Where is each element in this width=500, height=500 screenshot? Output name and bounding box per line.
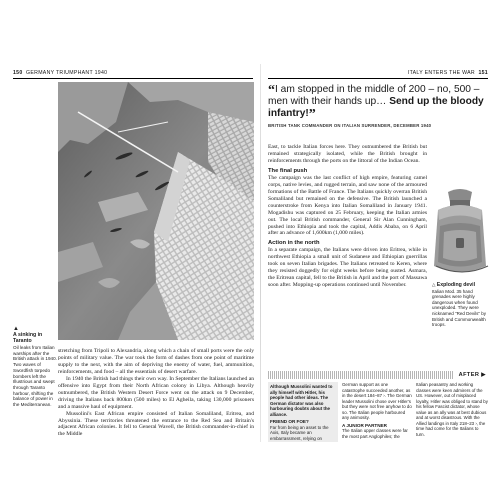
after-label-text: AFTER bbox=[458, 372, 480, 378]
book-spread bbox=[10, 64, 491, 442]
photo-caption-text: Oil leaks from Italian warships after the British attack in 1940. Two waves of Swordfish torpedo bombers left the Illustrious and swept through Taranto harbour, shifting the balance of power in the Mediterranean. bbox=[13, 345, 57, 408]
page-gutter bbox=[260, 64, 261, 442]
after-box-3-text: Italian peasantry and working classes were keen admirers of the US. However, out of misplaced loyalty, Hitler was obliged to stand by his fellow Fascist dictator, whose value as an ally was at best dubious and at worst disastrous. With the Allied landings in Italy 218–23 ›, the time had come for the Italians to turn. bbox=[416, 382, 488, 437]
after-box-2-text-2: The Italian upper classes were far the most part Anglophiles; the bbox=[342, 428, 408, 439]
grenade-caption-text: Italian Mod. 35 hand grenades were highly dangerous when found unexploded. They were nicknamed "Red Devils" by British and Commonwealth troops. bbox=[432, 288, 486, 328]
photo-caption-title: A sinking in Taranto bbox=[13, 332, 43, 344]
right-body-paragraph: In a separate campaign, the Italians were driven into Eritrea, while in northwest Ethiopia a small unit of Sudanese and Ethiopian guerrillas took on seven Italian brigades. The Italians retreated to Keren, where they resisted doggedly for eight weeks before being ousted. Asmara, the Eritrean capital, fell to the British in April and the port of Massawa soon after. Mopping-up operations continued until November. bbox=[268, 247, 427, 289]
grenade-photo bbox=[430, 186, 490, 278]
subheading-action-north: Action in the north bbox=[268, 240, 320, 247]
left-running-header bbox=[13, 68, 107, 78]
aerial-harbour-photo bbox=[58, 82, 254, 340]
after-box-1 bbox=[268, 382, 338, 442]
left-page-body bbox=[58, 348, 254, 438]
right-body-intro: East, to tackle Italian forces here. They outnumbered the British but remained strategically isolated, while the British brought in reinforcements through the ports on the littoral of the Indian Ocean. bbox=[268, 144, 427, 164]
pull-quote-attribution: BRITISH TANK COMMANDER ON ITALIAN SURRENDER, DECEMBER 1940 bbox=[268, 122, 432, 128]
left-body-paragraph: In 1940 the British had things their own way. In September the Italians launched an offensive into Egypt from their North African colony in Libya. Although heavily outnumbered, the British Western Desert Force went on the attack on 9 December, driving the Italians back 800km (500 miles) to El Agheila, taking 130,000 prisoners and a massive haul of equipment. bbox=[58, 375, 254, 410]
aerial-harbour-image bbox=[58, 82, 254, 340]
after-box-3 bbox=[416, 382, 488, 442]
right-page-body bbox=[268, 144, 427, 289]
grenade-caption-title: Exploding devil bbox=[436, 282, 476, 288]
after-box-2-text: German support as one catastrophe succeeded another, as in the desert 184–87 ›. The German leader Mussolini chose over Hitler's but they were not free anyhow to do so. The Italian people harboured any animosity. bbox=[342, 382, 412, 421]
left-header-title: GERMANY TRIUMPHANT 1940 bbox=[26, 70, 108, 76]
photo-caption bbox=[13, 326, 57, 408]
pull-quote bbox=[268, 84, 488, 128]
right-body-paragraph: The campaign was the last conflict of high empire, featuring camel corps, native levies, and rugged terrain, and saw none of the armoured formations of the Battle of France. The Italians quickly overran British Somaliland but remained on the defensive. The British launched a counterstroke from Kenya into Italian Somaliland in January 1941. Mogadishu was captured on 25 February, keeping the Italian armies out. The local British commander, General Sir Alan Cunningham, pushed into Ethiopia and took the capital, Addis Ababa, on 6 April after an advance of 1,600km (1,000 miles). bbox=[268, 174, 427, 237]
left-body-paragraph: Mussolini's East African empire consisted of Italian Somaliland, Eritrea, and Abyssinia. These territories threatened the entrance to the Red Sea and Britain's adjacent African colonies. It fell to General Wavell, the British commander-in-chief in the Middle bbox=[58, 410, 254, 438]
right-header-rule bbox=[268, 78, 488, 79]
grenade-image bbox=[430, 186, 490, 278]
right-page-number: 151 bbox=[478, 70, 488, 76]
after-box-2 bbox=[342, 382, 412, 442]
left-page-number: 150 bbox=[13, 70, 23, 76]
after-box-1-heading: FRIEND OR FOE? bbox=[270, 419, 309, 425]
after-boxes bbox=[268, 382, 488, 442]
grenade-caption-marker-icon: △ bbox=[432, 282, 436, 287]
after-box-1-text: Far from being an asset to the Axis, Italy became an embarrassment, relying on bbox=[270, 424, 329, 441]
grenade-caption bbox=[432, 282, 490, 328]
after-box-2-heading: A JUNIOR PARTNER bbox=[342, 422, 387, 428]
right-running-header bbox=[408, 68, 488, 78]
after-arrow-icon: ▶ bbox=[481, 372, 486, 378]
caption-marker-icon: ▲ bbox=[13, 326, 19, 332]
pull-quote-main: I am stopped in the middle of 200 – no, 500 – men with their hands up… bbox=[268, 84, 480, 107]
right-header-title: ITALY ENTERS THE WAR bbox=[407, 70, 475, 76]
pull-quote-text bbox=[268, 84, 488, 120]
close-quote-mark: ” bbox=[308, 106, 316, 122]
subheading-final-push: The final push bbox=[268, 167, 308, 174]
pull-quote-emphasis: Send up the bloody infantry! bbox=[268, 96, 484, 119]
after-label bbox=[454, 371, 488, 379]
open-quote-mark: “ bbox=[268, 83, 275, 98]
left-header-rule bbox=[13, 78, 253, 79]
left-body-paragraph: stretching from Tripoli to Alexandria, along which a chain of small ports were the only points of military value. The war took the form of dashes from one point of maritime supply to the next, with the aim of depriving the enemy of water, fuel, ammunition, reinforcements, and food – all the essentials of desert warfare. bbox=[58, 348, 254, 375]
after-box-1-lead: Although Mussolini wanted to ally himself with Hitler, his people had other ideas. The German dictator was also harbouring doubts about the alliance. bbox=[270, 384, 333, 417]
after-section-bar bbox=[268, 371, 488, 379]
